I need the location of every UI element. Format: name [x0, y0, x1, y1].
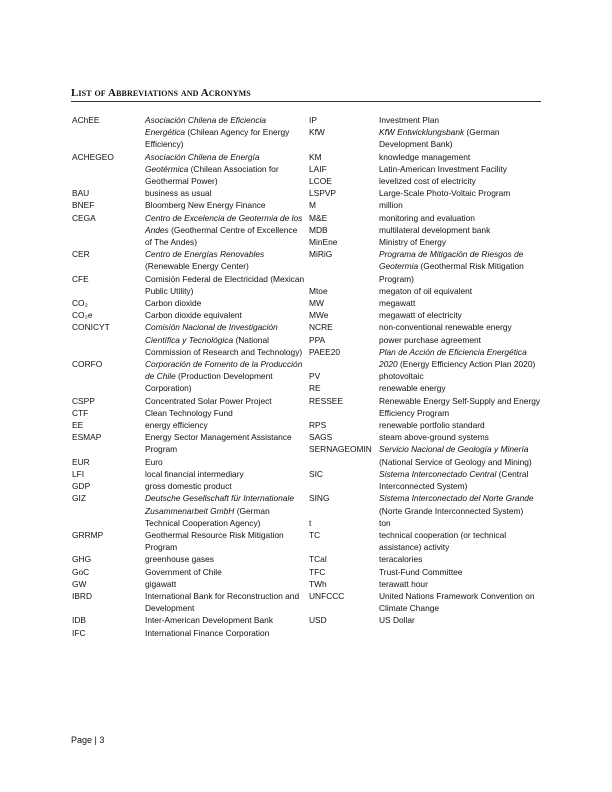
abbreviation-entry: [309, 334, 541, 346]
definition-text: multilateral development bank: [379, 224, 491, 235]
abbreviation-term: Mtoe: [309, 285, 328, 296]
abbreviation-entry: [309, 553, 541, 565]
definition-text: (Chilean Agency for Energy Efficiency): [145, 127, 290, 150]
abbreviation-term: CTF: [72, 407, 89, 418]
definition-text: (German Technical Cooperation Agency): [145, 505, 270, 528]
abbreviation-entry: [309, 285, 541, 297]
section-heading: List of Abbreviations and Acronyms: [71, 87, 251, 99]
abbreviation-entry: [309, 370, 541, 382]
abbreviation-entry: [72, 614, 305, 626]
abbreviation-entry: [72, 273, 305, 297]
abbreviation-definition: [379, 382, 541, 394]
abbreviation-definition: [145, 187, 305, 199]
abbreviation-entry: [72, 431, 305, 455]
definition-italic-name: Plan de Acción de Eficiencia Energética 2020: [379, 346, 527, 370]
abbreviation-definition: [145, 468, 305, 480]
abbreviation-term: AChEE: [72, 115, 100, 125]
abbreviation-term: USD: [309, 615, 327, 626]
abbreviation-term: TWh: [309, 578, 327, 589]
abbreviation-term: GHG: [72, 554, 92, 565]
abbreviation-entry: [72, 212, 305, 249]
abbreviation-entry: [309, 126, 541, 150]
abbreviation-entry: [309, 431, 541, 443]
abbreviation-term: MW: [309, 298, 324, 309]
abbreviation-entry: [309, 248, 541, 285]
abbreviation-term: BNEF: [72, 200, 95, 211]
abbreviation-entry: [309, 614, 541, 626]
definition-text: International Finance Corporation: [145, 627, 270, 638]
abbreviation-term: SAGS: [309, 432, 333, 443]
definition-text: Large-Scale Photo-Voltaic Program: [379, 188, 511, 199]
abbreviation-term: M&E: [309, 212, 328, 223]
abbreviation-definition: [145, 321, 305, 358]
abbreviation-entry: [72, 297, 305, 309]
definition-text: steam above-ground systems: [379, 432, 489, 443]
abbreviation-definition: [379, 285, 541, 297]
abbreviation-definition: [145, 297, 305, 309]
abbreviation-definition: [379, 248, 541, 285]
abbreviation-entry: [309, 212, 541, 224]
definition-text: levelized cost of electricity: [379, 176, 476, 187]
definition-text: Government of Chile: [145, 566, 222, 577]
definition-text: Carbon dioxide: [145, 298, 202, 309]
abbreviation-definition: [379, 590, 541, 614]
definition-text: Geothermal Resource Risk Mitigation Program: [145, 529, 284, 553]
abbreviation-definition: [379, 443, 541, 467]
abbreviation-definition: [379, 431, 541, 443]
definition-italic-name: Sistema Interconectado Central: [379, 468, 497, 479]
definition-italic-name: Asociación Chilena de Eficiencia Energética: [145, 115, 267, 138]
definition-text: Clean Technology Fund: [145, 407, 233, 418]
abbreviation-term: CO₂: [72, 298, 88, 309]
abbreviation-definition: [379, 395, 541, 419]
abbreviation-entry: [309, 199, 541, 211]
definition-text: Energy Sector Management Assistance Program: [145, 432, 292, 455]
abbreviation-definition: [379, 614, 541, 626]
abbreviation-term: ESMAP: [72, 432, 102, 443]
definition-text: terawatt hour: [379, 578, 428, 589]
abbreviation-entry: [309, 578, 541, 590]
abbreviation-term: KfW: [309, 127, 325, 138]
page-number: Page | 3: [71, 735, 105, 745]
abbreviation-term: TCal: [309, 554, 327, 565]
abbreviation-term: GoC: [72, 566, 90, 577]
abbreviation-entry: [72, 151, 305, 188]
abbreviation-entry: [309, 468, 541, 492]
abbreviation-term: TC: [309, 529, 321, 540]
definition-text: technical cooperation (or technical assistance) activity: [379, 529, 507, 553]
definition-text: Renewable Energy Self-Supply and Energy Efficiency Program: [379, 395, 541, 418]
definition-text: (German Development Bank): [379, 127, 500, 150]
abbreviation-entry: [309, 517, 541, 529]
abbreviation-term: RPS: [309, 420, 327, 431]
abbreviation-definition: [379, 151, 541, 163]
definition-text: Comisión Federal de Electricidad (Mexican Public Utility): [145, 273, 305, 296]
abbreviation-term: GDP: [72, 481, 91, 492]
abbreviation-definition: [145, 480, 305, 492]
abbreviation-definition: [379, 297, 541, 309]
abbreviation-term: CER: [72, 249, 90, 260]
abbreviation-entry: [309, 224, 541, 236]
abbreviation-entry: [72, 358, 305, 395]
abbreviation-definition: [145, 273, 305, 297]
definition-text: Inter-American Development Bank: [145, 615, 274, 626]
definition-text: (Geothermal Risk Mitigation Program): [379, 261, 524, 284]
abbreviation-term: LSPVP: [309, 188, 337, 199]
definition-text: million: [379, 200, 403, 211]
definition-text: (National Commission of Research and Technology): [145, 334, 303, 357]
abbreviation-entry: [309, 114, 541, 126]
definition-text: Trust-Fund Committee: [379, 566, 463, 577]
abbreviation-definition: [379, 566, 541, 578]
abbreviation-definition: [379, 334, 541, 346]
abbreviation-entry: [72, 578, 305, 590]
abbreviation-entry: [309, 443, 541, 467]
abbreviation-entry: [72, 627, 305, 639]
abbreviation-term: CEGA: [72, 212, 96, 223]
definition-italic-name: Centro de Energías Renovables: [145, 249, 265, 260]
abbreviation-definition: [379, 212, 541, 224]
abbreviation-entry: [309, 529, 541, 553]
abbreviation-definition: [379, 187, 541, 199]
abbreviation-entry: [309, 175, 541, 187]
abbreviation-term: MWe: [309, 310, 329, 321]
definition-text: gross domestic product: [145, 481, 232, 492]
definition-text: greenhouse gases: [145, 554, 214, 565]
definition-text: power purchase agreement: [379, 334, 481, 345]
abbreviation-definition: [145, 199, 305, 211]
definition-text: (Renewable Energy Center): [145, 261, 249, 272]
abbreviation-term: BAU: [72, 188, 90, 199]
definition-text: Euro: [145, 456, 163, 467]
abbreviation-definition: [145, 431, 305, 455]
abbreviation-definition: [145, 248, 305, 272]
abbreviation-term: t: [309, 517, 312, 528]
abbreviation-definition: [379, 370, 541, 382]
definition-text: knowledge management: [379, 151, 471, 162]
abbreviation-definition: [379, 492, 541, 516]
abbreviation-term: IDB: [72, 615, 86, 626]
abbreviation-definition: [379, 236, 541, 248]
definition-text: gigawatt: [145, 578, 177, 589]
abbreviation-definition: [379, 529, 541, 553]
definition-text: teracalories: [379, 554, 423, 565]
definition-text: Concentrated Solar Power Project: [145, 395, 272, 406]
definition-text: (Production Development Corporation): [145, 371, 273, 394]
abbreviation-entry: [309, 590, 541, 614]
abbreviation-entry: [72, 590, 305, 614]
definition-italic-name: Centro de Excelencia de Geotermia de los Andes: [145, 212, 303, 235]
abbreviation-entry: [72, 199, 305, 211]
heading-rule: [71, 101, 541, 102]
definition-text: (Central Interconnected System): [379, 468, 529, 492]
abbreviation-definition: [379, 553, 541, 565]
abbreviation-term: SING: [309, 493, 330, 504]
abbreviation-term: CONICYT: [72, 322, 110, 333]
abbreviation-entry: [309, 566, 541, 578]
abbreviation-term: PAEE20: [309, 346, 341, 357]
abbreviation-definition: [145, 566, 305, 578]
abbreviation-term: TFC: [309, 566, 326, 577]
abbreviation-term: PV: [309, 371, 321, 382]
abbreviation-entry: [309, 346, 541, 370]
definition-text: megawatt: [379, 298, 416, 309]
abbreviation-entry: [309, 297, 541, 309]
abbreviation-term: KM: [309, 151, 322, 162]
abbreviation-term: GW: [72, 578, 87, 589]
abbreviation-term: MiRiG: [309, 249, 333, 260]
abbreviation-term: LCOE: [309, 176, 332, 187]
abbreviation-entry: [72, 456, 305, 468]
abbreviation-definition: [145, 407, 305, 419]
abbreviation-entry: [72, 187, 305, 199]
definition-italic-name: Deutsche Gesellschaft für Internationale Zusammenarbeit GmbH: [145, 493, 294, 516]
abbreviation-entry: [72, 480, 305, 492]
abbreviation-entry: [72, 529, 305, 553]
definition-text: United Nations Framework Convention on Climate Change: [379, 590, 535, 614]
definition-text: Investment Plan: [379, 115, 440, 125]
abbreviation-entry: [72, 321, 305, 358]
abbreviation-definition: [145, 395, 305, 407]
abbreviation-term: RE: [309, 383, 321, 394]
abbreviation-entry: [309, 187, 541, 199]
abbreviation-term: CFE: [72, 273, 89, 284]
abbreviation-entry: [72, 309, 305, 321]
abbreviation-definition: [145, 529, 305, 553]
abbreviation-definition: [379, 309, 541, 321]
abbreviation-definition: [145, 456, 305, 468]
definition-italic-name: Servicio Nacional de Geología y Minería: [379, 444, 529, 455]
abbreviation-term: RESSEE: [309, 395, 343, 406]
abbreviation-definition: [145, 151, 305, 188]
abbreviation-entry: [309, 382, 541, 394]
definition-italic-name: Asociación Chilena de Energía Geotérmica: [145, 151, 260, 174]
abbreviation-entry: [72, 468, 305, 480]
definition-text: local financial intermediary: [145, 468, 244, 479]
abbreviation-entry: [309, 321, 541, 333]
abbreviation-definition: [145, 578, 305, 590]
abbreviation-definition: [379, 321, 541, 333]
definition-text: renewable portfolio standard: [379, 420, 485, 431]
abbreviation-entry: [72, 419, 305, 431]
definition-text: energy efficiency: [145, 420, 208, 431]
abbreviation-definition: [379, 517, 541, 529]
abbreviation-entry: [309, 419, 541, 431]
definition-italic-name: Comisión Nacional de Investigación Científica y Tecnológica: [145, 322, 278, 345]
abbreviation-definition: [379, 126, 541, 150]
abbreviation-term: NCRE: [309, 322, 333, 333]
definition-text: (National Service of Geology and Mining): [379, 456, 532, 467]
abbreviation-entry: [309, 236, 541, 248]
abbreviation-entry: [72, 248, 305, 272]
abbreviation-term: GIZ: [72, 493, 86, 504]
definition-text: megawatt of electricity: [379, 310, 462, 321]
abbreviation-entry: [309, 163, 541, 175]
abbreviation-column-right: [309, 114, 541, 627]
definition-text: US Dollar: [379, 615, 415, 626]
definition-text: Carbon dioxide equivalent: [145, 310, 242, 321]
abbreviation-entry: [309, 492, 541, 516]
definition-text: (Geothermal Centre of Excellence of The Andes): [145, 224, 298, 248]
abbreviation-definition: [379, 468, 541, 492]
abbreviation-term: CO₂e: [72, 310, 93, 321]
definition-text: (Chilean Association for Geothermal Power): [145, 163, 279, 187]
definition-text: renewable energy: [379, 383, 446, 394]
definition-italic-name: Corporación de Fomento de la Producción de Chile: [145, 359, 303, 382]
definition-text: (Energy Efficiency Action Plan 2020): [397, 359, 536, 370]
abbreviation-entry: [72, 553, 305, 565]
definition-text: Latin-American Investment Facility: [379, 163, 507, 174]
abbreviation-definition: [145, 627, 305, 639]
abbreviation-definition: [145, 492, 305, 529]
abbreviation-definition: [145, 614, 305, 626]
abbreviation-term: LFI: [72, 468, 85, 479]
abbreviation-entry: [72, 114, 305, 151]
definition-italic-name: Programa de Mitigación de Riesgos de Geotermia: [379, 249, 524, 272]
abbreviation-term: GRRMP: [72, 529, 104, 540]
definition-text: megaton of oil equivalent: [379, 285, 473, 296]
abbreviation-term: MDB: [309, 224, 328, 235]
abbreviation-entry: [309, 309, 541, 321]
abbreviation-term: M: [309, 200, 316, 211]
abbreviation-term: SIC: [309, 468, 323, 479]
abbreviation-term: UNFCCC: [309, 590, 345, 601]
definition-text: Ministry of Energy: [379, 237, 447, 248]
abbreviation-term: ACHEGEO: [72, 151, 114, 162]
abbreviation-definition: [379, 419, 541, 431]
abbreviation-definition: [379, 224, 541, 236]
abbreviation-definition: [145, 590, 305, 614]
abbreviation-definition: [145, 309, 305, 321]
abbreviation-entry: [72, 566, 305, 578]
definition-italic-name: Sistema Interconectado del Norte Grande: [379, 493, 534, 504]
definition-text: non-conventional renewable energy: [379, 322, 512, 333]
abbreviation-term: CSPP: [72, 395, 95, 406]
abbreviation-definition: [379, 346, 541, 370]
abbreviation-entry: [72, 395, 305, 407]
abbreviation-definition: [145, 358, 305, 395]
abbreviation-term: MinEne: [309, 237, 338, 248]
abbreviation-entry: [309, 395, 541, 419]
abbreviation-term: SERNAGEOMIN: [309, 444, 372, 455]
abbreviation-term: PPA: [309, 334, 326, 345]
abbreviation-term: EUR: [72, 456, 90, 467]
abbreviation-definition: [145, 419, 305, 431]
definition-text: monitoring and evaluation: [379, 212, 475, 223]
abbreviation-term: CORFO: [72, 359, 103, 370]
definition-italic-name: KfW Entwicklungsbank: [379, 127, 465, 138]
abbreviation-definition: [379, 163, 541, 175]
abbreviation-term: IFC: [72, 627, 86, 638]
abbreviation-entry: [309, 151, 541, 163]
abbreviation-term: EE: [72, 420, 84, 431]
definition-text: business as usual: [145, 188, 212, 199]
definition-text: Bloomberg New Energy Finance: [145, 200, 266, 211]
definition-text: (Norte Grande Interconnected System): [379, 505, 524, 516]
abbreviation-definition: [379, 114, 541, 126]
abbreviation-term: IP: [309, 115, 317, 125]
abbreviation-entry: [72, 407, 305, 419]
abbreviation-definition: [145, 212, 305, 249]
definition-text: ton: [379, 517, 391, 528]
definition-text: International Bank for Reconstruction and Development: [145, 590, 300, 614]
abbreviation-definition: [379, 175, 541, 187]
definition-text: photovoltaic: [379, 371, 424, 382]
abbreviation-term: IBRD: [72, 590, 93, 601]
abbreviation-definition: [379, 578, 541, 590]
abbreviation-definition: [379, 199, 541, 211]
abbreviation-definition: [145, 114, 305, 151]
abbreviation-entry: [72, 492, 305, 529]
abbreviation-term: LAIF: [309, 163, 327, 174]
abbreviation-column-left: [72, 114, 305, 639]
abbreviation-definition: [145, 553, 305, 565]
